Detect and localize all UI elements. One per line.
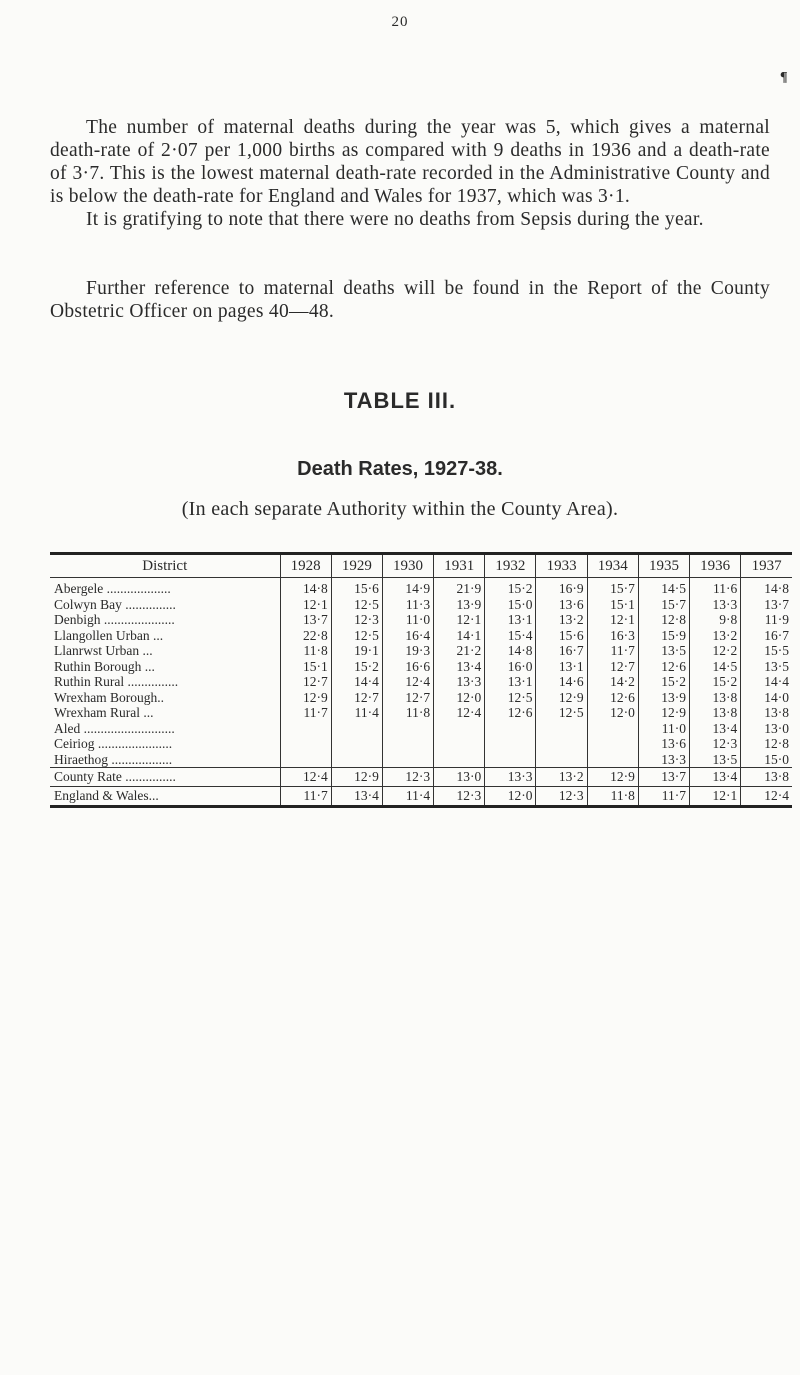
rate-cell: 15·0: [485, 597, 536, 613]
district-name: Llangollen Urban ...: [50, 628, 280, 644]
rate-cell: [536, 736, 587, 752]
rate-cell: 11·3: [382, 597, 433, 613]
death-rates-table-container: [50, 552, 792, 808]
rate-cell: 12·0: [434, 690, 485, 706]
paragraph-further-reference: Further reference to maternal deaths will be found in the Report of the County Obstetric Officer on pages 40—48.: [50, 278, 770, 322]
death-rates-table: [50, 555, 792, 805]
district-name: Colwyn Bay ...............: [50, 597, 280, 613]
rate-cell: [485, 752, 536, 768]
rate-cell: 12·4: [434, 705, 485, 721]
table-body: [50, 578, 792, 806]
district-name: England & Wales...: [50, 787, 280, 806]
rate-cell: 15·2: [690, 674, 741, 690]
rate-cell: 12·0: [587, 705, 638, 721]
rate-cell: [382, 736, 433, 752]
rate-cell: 12·4: [280, 768, 331, 787]
table-row: [50, 690, 792, 706]
rate-cell: 12·9: [587, 768, 638, 787]
rate-cell: [280, 721, 331, 737]
table-row: [50, 659, 792, 675]
rate-cell: 13·5: [690, 752, 741, 768]
district-name: Denbigh .....................: [50, 612, 280, 628]
rate-cell: 12·5: [331, 597, 382, 613]
rate-cell: 12·8: [638, 612, 689, 628]
rate-cell: 12·9: [331, 768, 382, 787]
rate-cell: 12·3: [434, 787, 485, 806]
rate-cell: 12·9: [280, 690, 331, 706]
rate-cell: 13·6: [638, 736, 689, 752]
rate-cell: 12·6: [587, 690, 638, 706]
table-row: [50, 674, 792, 690]
table-row: [50, 643, 792, 659]
rate-cell: 13·8: [690, 690, 741, 706]
rate-cell: 13·2: [690, 628, 741, 644]
column-header-year: 1935: [638, 555, 689, 578]
rate-cell: 14·8: [764, 581, 789, 596]
rate-cell: 13·3: [485, 768, 536, 787]
page-number: 20: [391, 14, 409, 30]
rate-cell: 12·7: [587, 659, 638, 675]
rate-cell: 11·7: [280, 705, 331, 721]
rate-cell: 13·9: [638, 690, 689, 706]
table-header-row: [50, 555, 792, 578]
rate-cell: 12·8: [764, 736, 789, 751]
rate-cell: 14·2: [587, 674, 638, 690]
rate-cell: 13·3: [434, 674, 485, 690]
table-bottom-rule: [50, 805, 792, 808]
rate-cell: 15·0: [764, 751, 789, 767]
rate-cell: [331, 752, 382, 768]
district-name: Wrexham Borough..: [50, 690, 280, 706]
rate-cell: [587, 752, 638, 768]
rate-cell: 13·5: [638, 643, 689, 659]
table-row: [50, 721, 792, 737]
rate-cell: 12·7: [280, 674, 331, 690]
rate-cell: 13·1: [536, 659, 587, 675]
rate-cell: 12·1: [587, 612, 638, 628]
rate-cell: 15·9: [638, 628, 689, 644]
rate-cell: 14·6: [536, 674, 587, 690]
column-header-year: 1934: [587, 555, 638, 578]
rate-cell: 11·0: [382, 612, 433, 628]
table-row: [50, 736, 792, 752]
rate-cell: [434, 752, 485, 768]
rate-cell: 12·4: [382, 674, 433, 690]
district-name: Abergele ...................: [50, 578, 280, 597]
rate-cell: [536, 752, 587, 768]
rate-cell: 12·3: [382, 768, 433, 787]
rate-cell: 12·6: [638, 659, 689, 675]
rate-cell: 16·4: [382, 628, 433, 644]
rate-cell: 12·1: [280, 597, 331, 613]
rate-cell: 13·8: [764, 705, 789, 720]
rate-cell: [382, 721, 433, 737]
table-row: [50, 705, 792, 721]
rate-cell: 14·0: [764, 689, 789, 705]
rate-cell: 12·5: [331, 628, 382, 644]
rate-cell: 21·9: [434, 578, 485, 597]
rate-cell: 13·1: [485, 612, 536, 628]
rate-cell: 12·7: [382, 690, 433, 706]
district-name: Ruthin Rural ...............: [50, 674, 280, 690]
column-header-year: 1930: [382, 555, 433, 578]
rate-cell: 16·0: [485, 659, 536, 675]
rate-cell: 14·5: [690, 659, 741, 675]
column-header-year: 1928: [280, 555, 331, 578]
rate-cell: 13·9: [434, 597, 485, 613]
rate-cell: [434, 721, 485, 737]
table-row: [50, 752, 792, 768]
rate-cell: 12·3: [331, 612, 382, 628]
rate-cell: 15·2: [331, 659, 382, 675]
table-title: Death Rates, 1927-38.: [297, 458, 503, 480]
column-header-year: 1931: [434, 555, 485, 578]
rate-cell: 13·8: [690, 705, 741, 721]
district-name: Ceiriog ......................: [50, 736, 280, 752]
rate-cell: 11·8: [382, 705, 433, 721]
rate-cell: 14·8: [280, 578, 331, 597]
rate-cell: 16·7: [764, 627, 789, 643]
rate-cell: 16·3: [587, 628, 638, 644]
rate-cell: 11·8: [587, 787, 638, 806]
table-row: [50, 612, 792, 628]
rate-cell: 11·8: [280, 643, 331, 659]
rate-cell: 11·0: [638, 721, 689, 737]
rate-cell: 12·5: [485, 690, 536, 706]
rate-cell: [587, 721, 638, 737]
rate-cell: 13·0: [434, 768, 485, 787]
rate-cell: [434, 736, 485, 752]
rate-cell: 12·1: [434, 612, 485, 628]
district-name: Hiraethog ..................: [50, 752, 280, 768]
rate-cell: [536, 721, 587, 737]
rate-cell: 11·7: [280, 787, 331, 806]
rate-cell: 13·8: [741, 768, 792, 787]
rate-cell: 14·4: [764, 674, 789, 689]
rate-cell: 13·7: [280, 612, 331, 628]
rate-cell: 14·8: [485, 643, 536, 659]
rate-cell: 15·2: [485, 578, 536, 597]
rate-cell: 14·5: [638, 578, 689, 597]
rate-cell: 15·7: [587, 578, 638, 597]
rate-cell: 15·1: [280, 659, 331, 675]
rate-cell: 12·7: [331, 690, 382, 706]
rate-cell: 14·9: [382, 578, 433, 597]
district-name: County Rate ...............: [50, 768, 280, 787]
rate-cell: 16·9: [536, 578, 587, 597]
rate-cell: 19·1: [331, 643, 382, 659]
rate-cell: 15·1: [587, 597, 638, 613]
rate-cell: [280, 752, 331, 768]
column-header-year: 1937: [741, 555, 792, 578]
rate-cell: 14·4: [331, 674, 382, 690]
rate-cell: [331, 721, 382, 737]
rate-cell: 15·7: [638, 597, 689, 613]
rate-cell: [382, 752, 433, 768]
rate-cell: 12·3: [690, 736, 741, 752]
rate-cell: 12·9: [638, 705, 689, 721]
rate-cell: [485, 721, 536, 737]
rate-cell: 11·7: [587, 643, 638, 659]
rate-cell: 11·9: [764, 612, 789, 627]
rate-cell: 13·6: [536, 597, 587, 613]
rate-cell: 15·2: [638, 674, 689, 690]
rate-cell: [485, 736, 536, 752]
rate-cell: 11·4: [331, 705, 382, 721]
rate-cell: [331, 736, 382, 752]
rate-cell: 13·7: [764, 596, 789, 612]
rate-cell: 15·4: [485, 628, 536, 644]
table-subtitle: (In each separate Authority within the County Area).: [181, 498, 619, 520]
column-header-district: District: [50, 555, 280, 578]
rate-cell: 12·3: [536, 787, 587, 806]
rate-cell: 15·5: [764, 643, 789, 658]
rate-cell: 13·3: [690, 597, 741, 613]
rate-cell: 14·1: [434, 628, 485, 644]
table-row: [50, 578, 792, 597]
rate-cell: 13·4: [690, 721, 741, 737]
rate-cell: 12·1: [690, 787, 741, 806]
rate-cell: 12·9: [536, 690, 587, 706]
rate-cell: 12·0: [485, 787, 536, 806]
district-name: Wrexham Rural ...: [50, 705, 280, 721]
rate-cell: 19·3: [382, 643, 433, 659]
rate-cell: 13·2: [536, 612, 587, 628]
rate-cell: [587, 736, 638, 752]
rate-cell: 21·2: [434, 643, 485, 659]
summary-row: [50, 787, 792, 806]
paragraph-sepsis: It is gratifying to note that there were no deaths from Sepsis during the year.: [86, 209, 704, 230]
rate-cell: 13·2: [536, 768, 587, 787]
rate-cell: 13·1: [485, 674, 536, 690]
table-row: [50, 628, 792, 644]
rate-cell: 13·3: [638, 752, 689, 768]
summary-row: [50, 768, 792, 787]
rate-cell: 12·4: [741, 787, 792, 806]
rate-cell: 15·6: [331, 578, 382, 597]
column-header-year: 1932: [485, 555, 536, 578]
district-name: Aled ...........................: [50, 721, 280, 737]
rate-cell: 15·6: [536, 628, 587, 644]
rate-cell: 13·5: [764, 658, 789, 674]
rate-cell: 12·6: [485, 705, 536, 721]
rate-cell: 22·8: [280, 628, 331, 644]
district-name: Ruthin Borough ...: [50, 659, 280, 675]
paragraph-maternal-deaths: The number of maternal deaths during the year was 5, which gives a maternal death-rate of 2·07 per 1,000 births as compared with 9 deaths in 1936 and a death-rate of 3·7. This is the lowest maternal death-rate recorded in the Administrative County and is below the death-rate for England and Wales for 1937, which was 3·1.: [50, 117, 770, 207]
rate-cell: 13·4: [690, 768, 741, 787]
rate-cell: 13·7: [638, 768, 689, 787]
rate-cell: 12·5: [536, 705, 587, 721]
rate-cell: 16·6: [382, 659, 433, 675]
rate-cell: 12·2: [690, 643, 741, 659]
table-heading: TABLE III.: [343, 388, 457, 413]
corner-mark: ¶: [780, 70, 788, 85]
rate-cell: 9·8: [690, 612, 741, 628]
rate-cell: 11·7: [638, 787, 689, 806]
rate-cell: 13·4: [331, 787, 382, 806]
district-name: Llanrwst Urban ...: [50, 643, 280, 659]
column-header-year: 1936: [690, 555, 741, 578]
rate-cell: 16·7: [536, 643, 587, 659]
column-header-year: 1933: [536, 555, 587, 578]
rate-cell: [280, 736, 331, 752]
column-header-year: 1929: [331, 555, 382, 578]
rate-cell: 11·4: [382, 787, 433, 806]
rate-cell: 11·6: [690, 578, 741, 597]
rate-cell: 13·4: [434, 659, 485, 675]
table-row: [50, 597, 792, 613]
rate-cell: 13·0: [764, 720, 789, 736]
